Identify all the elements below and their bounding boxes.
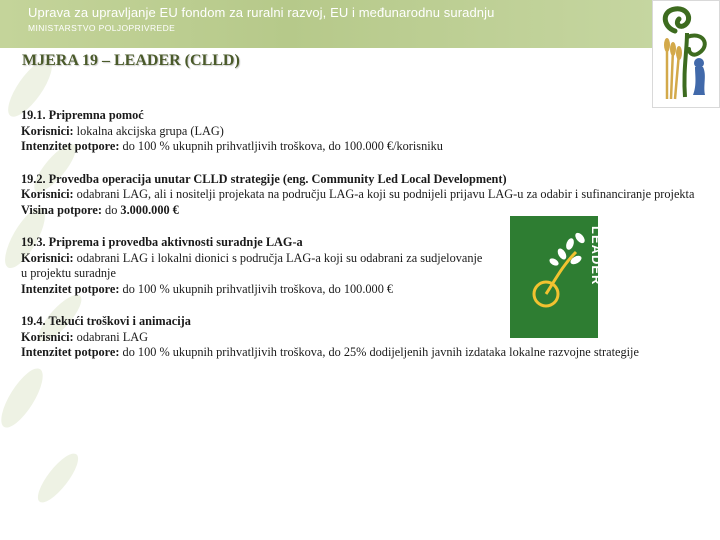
beneficiaries-text: odabrani LAG <box>73 329 149 344</box>
measure-19-2 <box>21 172 701 219</box>
leader-logo-text: LEADER <box>589 226 604 286</box>
measure-support <box>21 203 701 219</box>
measure-beneficiaries <box>21 251 489 282</box>
beneficiaries-label: Korisnici: <box>21 329 74 344</box>
beneficiaries-text: odabrani LAG i lokalni dionici s područja LAG-a koji su odabrani za sudjelovanje u projektu suradnje <box>21 250 483 280</box>
support-text: do <box>101 202 121 217</box>
beneficiaries-text: lokalna akcijska grupa (LAG) <box>73 123 224 138</box>
ministry-logo <box>652 0 720 108</box>
beneficiaries-label: Korisnici: <box>21 187 74 201</box>
measure-beneficiaries <box>21 124 701 140</box>
measure-support <box>21 345 701 361</box>
ministry-logo-icon <box>653 1 719 107</box>
beneficiaries-text: odabrani LAG, ali i nositelji projekata na području LAG-a koji su podnijeli prijavu LAG-u za odabir i sufinanciranje projekta <box>73 187 695 201</box>
support-text: do 100 % ukupnih prihvatljivih troškova, do 100.000 € <box>119 281 394 296</box>
support-amount: 3.000.000 € <box>120 202 179 217</box>
measure-heading: 19.3. Priprema i provedba aktivnosti suradnje LAG-a <box>21 235 303 249</box>
support-label: Intenzitet potpore: <box>21 345 120 359</box>
measure-19-1 <box>21 108 701 155</box>
support-label: Intenzitet potpore: <box>21 281 120 296</box>
measure-heading: 19.4. Tekući troškovi i animacija <box>21 314 191 328</box>
beneficiaries-label: Korisnici: <box>21 123 74 138</box>
support-text: do 100 % ukupnih prihvatljivih troškova, do 100.000 €/korisniku <box>119 139 443 153</box>
measure-beneficiaries <box>21 187 701 203</box>
leader-logo <box>510 216 604 338</box>
measure-support <box>21 139 701 155</box>
section-title: MJERA 19 – LEADER (CLLD) <box>22 52 240 69</box>
measure-heading: 19.2. Provedba operacija unutar CLLD strategije (eng. Community Led Local Development) <box>21 171 507 186</box>
measure-beneficiaries <box>21 330 701 346</box>
support-label: Visina potpore: <box>21 202 102 217</box>
beneficiaries-label: Korisnici: <box>21 250 74 265</box>
header-title: Uprava za upravljanje EU fondom za ruralni razvoj, EU i međunarodnu suradnju <box>28 5 495 20</box>
support-text: do 100 % ukupnih prihvatljivih troškova, do 25% dodijeljenih javnih izdataka lokalne razvojne strategije <box>119 345 639 359</box>
header-subtitle: MINISTARSTVO POLJOPRIVREDE <box>28 23 176 33</box>
measure-19-4 <box>21 314 701 361</box>
header-bar <box>0 0 720 48</box>
support-label: Intenzitet potpore: <box>21 139 120 153</box>
measure-heading: 19.1. Pripremna pomoć <box>21 108 144 122</box>
